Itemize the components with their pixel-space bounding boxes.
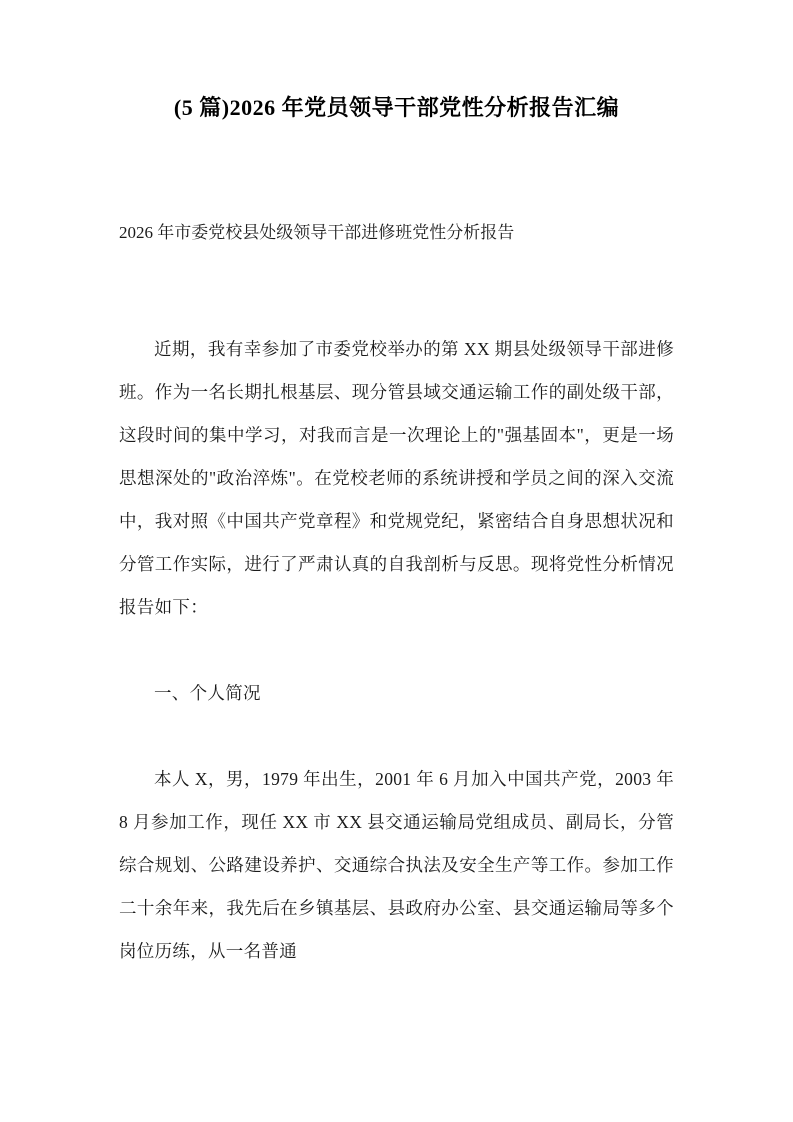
document-subtitle: 2026 年市委党校县处级领导干部进修班党性分析报告 [119,223,515,242]
section-heading-personal-profile: 一、个人简况 [154,683,261,703]
document-title: (5 篇)2026 年党员领导干部党性分析报告汇编 [173,95,620,120]
paragraph-personal-profile: 本人 X，男，1979 年出生，2001 年 6 月加入中国共产党，2003 年 8 月参加工作，现任 XX 市 XX 县交通运输局党组成员、副局长，分管综合规划、公路建设养护、交通综合执法及安全生产等工作。参加工作二十余年来，我先后在乡镇基层、县政府办公室、县交通运输局等多个岗位历练，从一名普通 [119,769,674,961]
paragraph-intro: 近期，我有幸参加了市委党校举办的第 XX 期县处级领导干部进修班。作为一名长期扎根基层、现分管县域交通运输工作的副处级干部，这段时间的集中学习，对我而言是一次理论上的"强基固本"，更是一场思想深处的"政治淬炼"。在党校老师的系统讲授和学员之间的深入交流中，我对照《中国共产党章程》和党规党纪，紧密结合自身思想状况和分管工作实际，进行了严肃认真的自我剖析与反思。现将党性分析情况报告如下： [119,339,674,617]
